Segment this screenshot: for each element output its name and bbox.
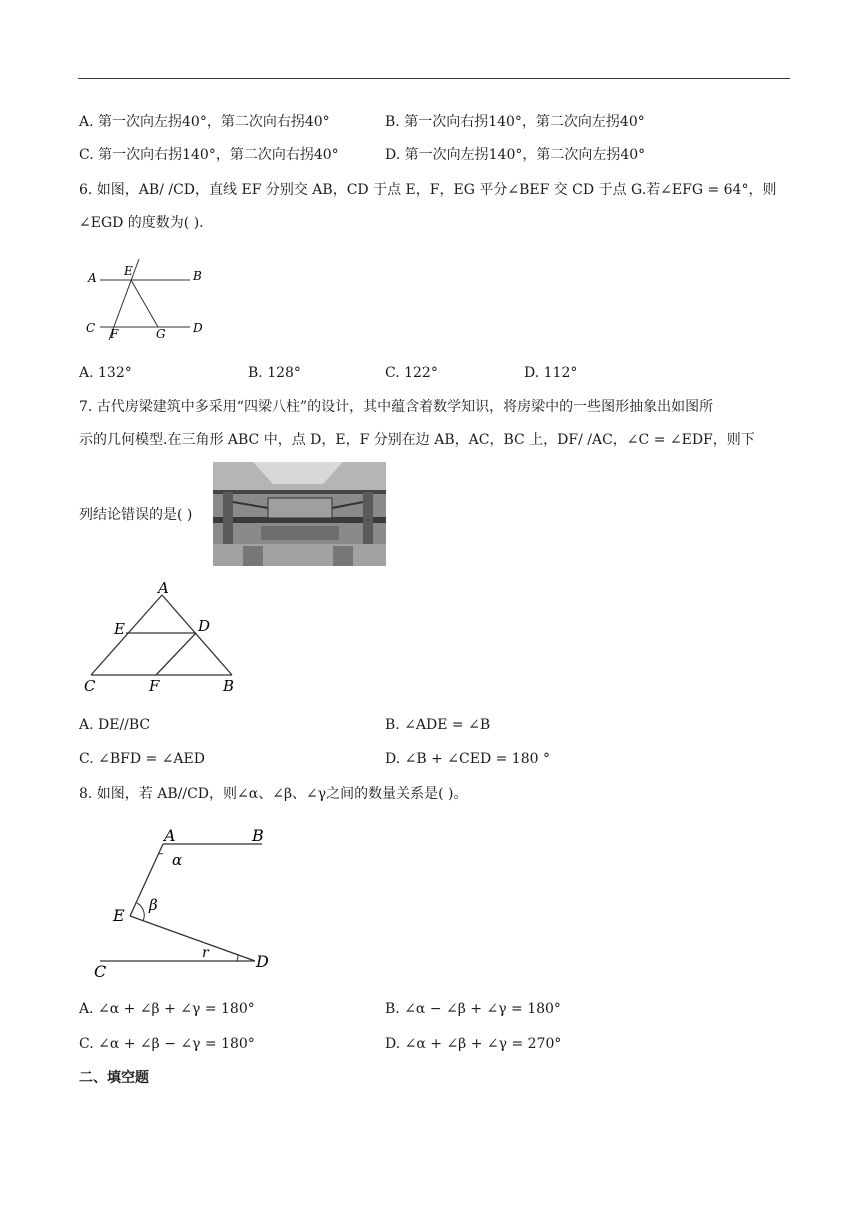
q7-label-c: C	[84, 677, 96, 695]
q7-option-b: B. ∠ADE = ∠B	[385, 717, 491, 733]
q8-label-beta: β	[149, 896, 158, 914]
beam-architecture-photo	[213, 462, 386, 566]
q8-option-d: D. ∠α + ∠β + ∠γ = 270°	[385, 1036, 562, 1052]
q7-stem-line-3: 列结论错误的是( )	[79, 507, 193, 523]
q7-option-c: C. ∠BFD = ∠AED	[79, 751, 205, 767]
q8-label-d: D	[256, 952, 269, 971]
q6-label-b: B	[193, 269, 202, 283]
q6-label-c: C	[86, 321, 96, 335]
q6-stem-line-1: 6. 如图，AB/ /CD，直线 EF 分别交 AB，CD 于点 E，F，EG 平分∠BEF 交 CD 于点 G.若∠EFG = 64°，则	[79, 182, 777, 198]
q7-figure-svg	[80, 578, 250, 696]
q7-option-d: D. ∠B + ∠CED = 180 °	[385, 751, 550, 767]
q6-label-d: D	[193, 321, 203, 335]
q7-label-d: D	[198, 617, 211, 635]
q6-label-f: F	[110, 327, 119, 341]
q8-label-e: E	[113, 906, 125, 925]
q6-option-a: A. 132°	[79, 365, 132, 381]
q7-side-ac	[91, 595, 162, 675]
q8-label-c: C	[94, 962, 107, 980]
q7-option-a: A. DE//BC	[79, 717, 151, 733]
q7-side-ab	[162, 595, 232, 675]
q6-label-a: A	[88, 271, 97, 285]
q7-label-b: B	[223, 677, 235, 695]
beam-photo-svg	[213, 462, 386, 566]
q8-figure-svg	[90, 820, 280, 980]
q8-option-a: A. ∠α + ∠β + ∠γ = 180°	[79, 1001, 255, 1017]
q8-label-r: r	[202, 945, 209, 961]
q7-label-a: A	[158, 579, 169, 597]
q8-stem-line-1: 8. 如图，若 AB//CD，则∠α、∠β、∠γ之间的数量关系是( )。	[79, 786, 468, 802]
q7-label-e: E	[114, 620, 125, 638]
q6-option-b: B. 128°	[248, 365, 301, 381]
q8-angle-gamma-arc	[237, 955, 238, 961]
q8-segment-ae	[130, 844, 163, 916]
section-heading-fill-in: 二、填空题	[79, 1070, 149, 1086]
q6-option-d: D. 112°	[524, 365, 578, 381]
q6-label-g: G	[156, 327, 166, 341]
q8-segment-ed	[130, 916, 255, 961]
q7-triangle-figure	[80, 578, 250, 696]
q5-option-b: B. 第一次向右拐140°，第二次向左拐40°	[385, 114, 645, 130]
q8-label-a: A	[164, 826, 176, 845]
q6-option-c: C. 122°	[385, 365, 438, 381]
q5-option-a: A. 第一次向左拐40°，第二次向右拐40°	[79, 114, 330, 130]
q6-figure-svg	[82, 252, 212, 347]
q5-option-c: C. 第一次向右拐140°，第二次向右拐40°	[79, 147, 339, 163]
q6-label-e: E	[124, 264, 133, 278]
q7-stem-line-1: 7. 古代房梁建筑中多采用“四梁八柱”的设计，其中蕴含着数学知识，将房梁中的一些图形抽象出如图所	[79, 399, 714, 415]
q8-label-alpha: α	[172, 851, 183, 869]
q8-option-c: C. ∠α + ∠β − ∠γ = 180°	[79, 1036, 255, 1052]
q6-stem-line-2: ∠EGD 的度数为( ).	[79, 215, 204, 231]
q6-figure	[82, 252, 212, 347]
q8-option-b: B. ∠α − ∠β + ∠γ = 180°	[385, 1001, 561, 1017]
q7-label-f: F	[149, 677, 160, 695]
q8-label-b: B	[252, 826, 264, 845]
q6-line-eg	[131, 280, 158, 327]
q7-segment-df	[156, 633, 196, 675]
q7-stem-line-2: 示的几何模型.在三角形 ABC 中，点 D，E，F 分别在边 AB，AC，BC 上，DF/ /AC，∠C = ∠EDF，则下	[79, 432, 755, 448]
q8-figure	[90, 820, 280, 980]
header-rule	[78, 78, 790, 79]
q5-option-d: D. 第一次向左拐140°，第二次向左拐40°	[385, 147, 646, 163]
